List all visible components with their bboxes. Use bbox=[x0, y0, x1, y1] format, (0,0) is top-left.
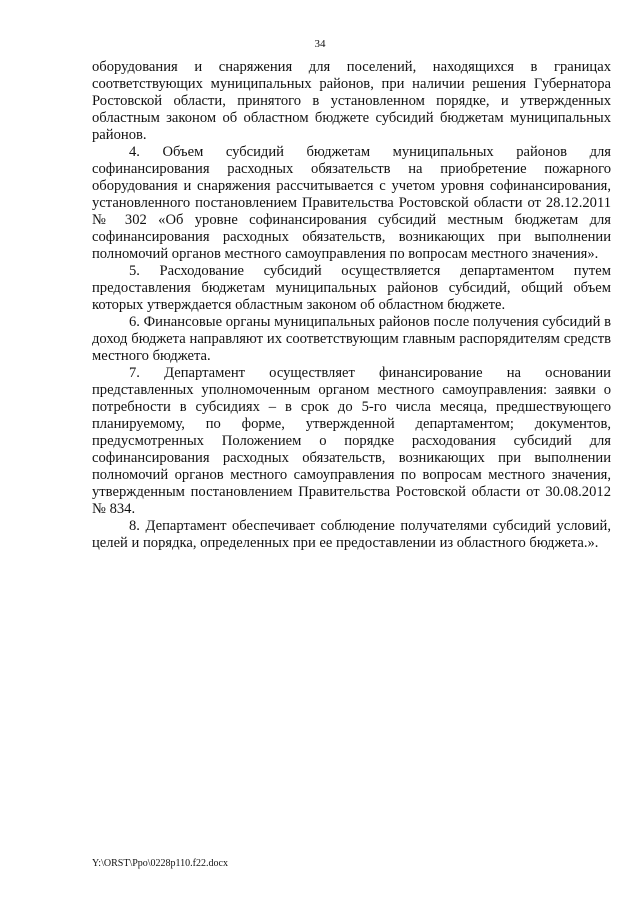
paragraph-item-8: 8. Департамент обеспечивает соблюдение получателями субсидий условий, целей и порядка, определенных при ее предоставлении из областного бюджета.». bbox=[92, 518, 611, 551]
paragraph-continuation: оборудования и снаряжения для поселений, находящихся в границах соответствующих муниципальных районов, при наличии решения Губернатора Ростовской области, принятого в установленном порядке, и утвержденных областным законом об областном бюджете субсидий бюджетам муниципальных районов. bbox=[92, 59, 611, 143]
paragraph-item-6: 6. Финансовые органы муниципальных районов после получения субсидий в доход бюджета направляют их соответствующим главным распорядителям средств местного бюджета. bbox=[92, 314, 611, 364]
footer-file-path: Y:\ORST\Ppo\0228p110.f22.docx bbox=[92, 858, 228, 869]
paragraph-item-5: 5. Расходование субсидий осуществляется департаментом путем предоставления бюджетам муниципальных районов субсидий, общий объем которых утверждается областным законом об областном бюджете. bbox=[92, 263, 611, 313]
page-number: 34 bbox=[314, 38, 326, 50]
document-body bbox=[92, 59, 611, 552]
paragraph-item-7: 7. Департамент осуществляет финансирование на основании представленных уполномоченным органом местного самоуправления: заявки о потребности в субсидиях – в срок до 5-го числа месяца, предшествующего планируемому, по форме, утвержденной департаментом; документов, предусмотренных Положением о порядке расходования субсидий для софинансирования расходных обязательств, возникающих при выполнении полномочий органов местного самоуправления по вопросам местного значения, утвержденным постановлением Правительства Ростовской области от 30.08.2012 № 834. bbox=[92, 365, 611, 517]
paragraph-item-4: 4. Объем субсидий бюджетам муниципальных районов для софинансирования расходных обязательств на приобретение пожарного оборудования и снаряжения рассчитывается с учетом уровня софинансирования, установленного постановлением Правительства Ростовской области от 28.12.2011 № 302 «Об уровне софинансирования субсидий местным бюджетам для софинансирования расходных обязательств, возникающих при выполнении полномочий органов местного самоуправления по вопросам местного значения». bbox=[92, 144, 611, 262]
